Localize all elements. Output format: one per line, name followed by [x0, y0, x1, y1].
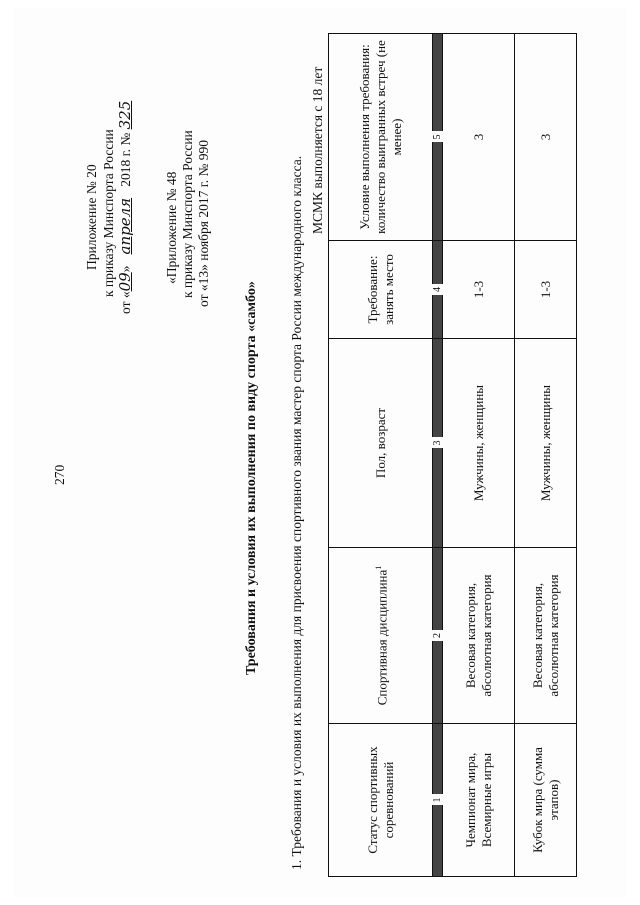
date-prefix: от « — [118, 291, 133, 314]
appendix-line2: к приказу Минспорта России — [101, 129, 116, 297]
handwritten-month: апреля — [116, 197, 134, 255]
handwritten-day: 09 — [116, 272, 134, 292]
prior-appendix-line2: к приказу Минспорта России — [180, 130, 195, 298]
age-note: МСМК выполняется с 18 лет — [310, 66, 325, 234]
handwritten-number: 325 — [116, 100, 134, 130]
year-part: 2018 г. № — [118, 132, 133, 187]
column-number: 5 — [433, 34, 443, 241]
table-cell: 1-3 — [515, 241, 577, 339]
requirements-table — [328, 33, 577, 877]
column-number: 3 — [433, 339, 443, 548]
column-number: 1 — [433, 724, 443, 877]
header-cell: Пол, возраст — [329, 339, 433, 548]
column-number: 4 — [433, 241, 443, 339]
section-heading: 1. Требования и условия их выполнения для присвоения спортивного звания мастер спорта России международного класса. — [289, 155, 304, 870]
table-cell: Мужчины, женщины — [443, 339, 515, 548]
header-cell: Статус спортивных соревнований — [329, 724, 433, 877]
page-number: 270 — [52, 464, 67, 485]
column-number: 2 — [433, 548, 443, 724]
table-cell: Кубок мира (сумма этапов) — [515, 724, 577, 877]
document-title: Требования и условия их выполнения по виду спорта «самбо» — [244, 281, 259, 675]
table-cell: 3 — [515, 34, 577, 241]
header-cell: Условие выполнения требования: количество выигранных встреч (не менее) — [329, 34, 433, 241]
table-row — [443, 34, 515, 877]
table-cell: Чемпионат мира, Всемирные игры — [443, 724, 515, 877]
table-cell: Весовая категория, абсолютная категория — [515, 548, 577, 724]
table-header-row — [329, 34, 433, 877]
rotated-document — [14, 8, 626, 897]
header-cell: Требование: занять место — [329, 241, 433, 339]
date-mid: » — [118, 265, 133, 273]
prior-appendix-line3: от «13» ноября 2017 г. № 990 — [196, 140, 211, 307]
column-number-row — [433, 34, 443, 877]
header-cell: Спортивная дисциплина$^1$ — [329, 548, 433, 724]
table-cell: 3 — [443, 34, 515, 241]
table-cell: Мужчины, женщины — [515, 339, 577, 548]
footnote-mark: 1 — [373, 565, 383, 570]
table-cell: Весовая категория, абсолютная категория — [443, 548, 515, 724]
table-row — [515, 34, 577, 877]
appendix-date-line — [116, 101, 134, 314]
appendix-line1: Приложение № 20 — [84, 164, 99, 270]
table-cell: 1-3 — [443, 241, 515, 339]
prior-appendix-line1: «Приложение № 48 — [164, 171, 179, 284]
